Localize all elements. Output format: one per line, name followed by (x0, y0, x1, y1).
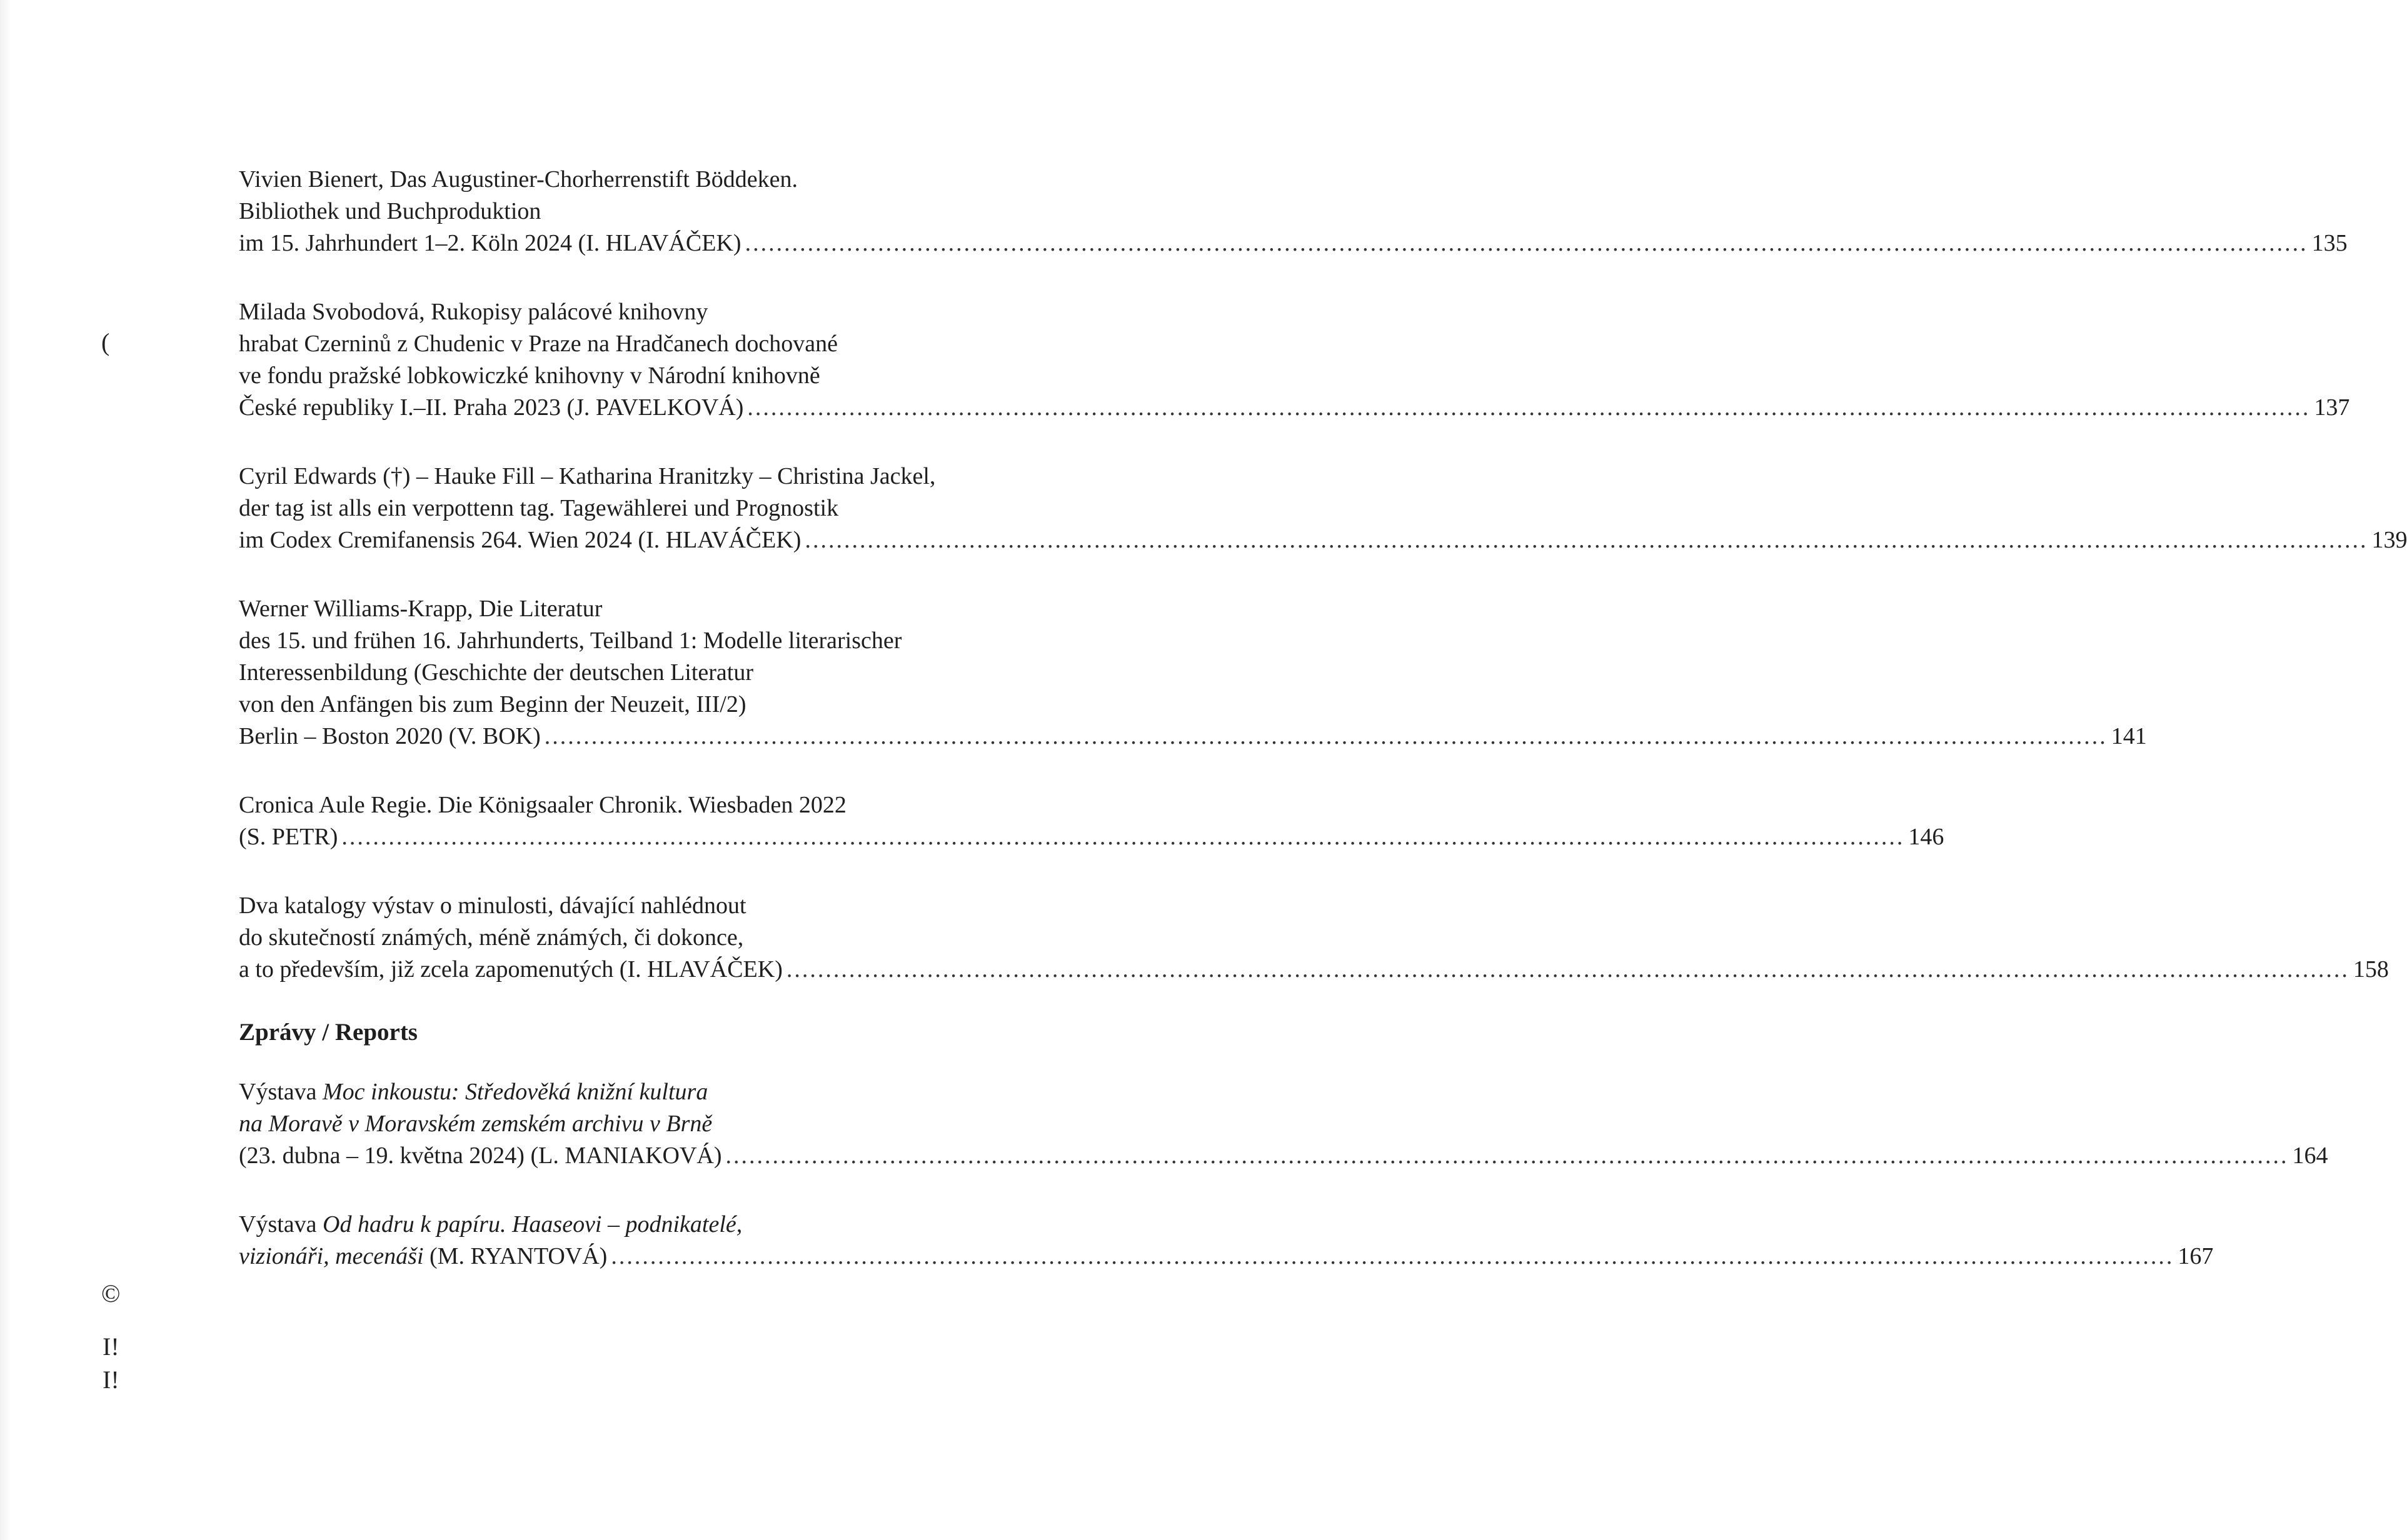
page-number: 135 (2311, 230, 2348, 256)
dot-leader: ........................................................................................................................................................................................................ (725, 1142, 2289, 1169)
entry-last-line: (M. RYANTOVÁ) (423, 1243, 608, 1269)
dot-leader: ........................................................................................................................................................................................................ (805, 527, 2368, 553)
margin-mark-isbn-2: I! (103, 1366, 119, 1394)
entry-last-line: Berlin – Boston 2020 (V. BOK) (239, 723, 541, 749)
report-entry (239, 1076, 2328, 1172)
report-entry (239, 1209, 2214, 1272)
margin-mark-copyright: © (101, 1279, 121, 1308)
page-number: 139 (2371, 527, 2407, 553)
entry-line: do skutečností známých, méně známých, či dokonce, (239, 924, 744, 951)
report-prefix: Výstava (239, 1211, 323, 1238)
entry-line: Dva katalogy výstav o minulosti, dávající nahlédnout (239, 892, 746, 919)
dot-leader: ........................................................................................................................................................................................................ (747, 394, 2311, 421)
entry-last-line: im Codex Cremifanensis 264. Wien 2024 (I. HLAVÁČEK) (239, 527, 801, 553)
page-number: 158 (2353, 956, 2389, 982)
toc-entry (239, 461, 2407, 556)
page-number: 164 (2292, 1142, 2328, 1169)
entry-last-line: (S. PETR) (239, 824, 338, 850)
section-heading: Zprávy / Reports (239, 1019, 418, 1046)
margin-mark-isbn-1: I! (103, 1332, 119, 1361)
report-prefix: Výstava (239, 1079, 323, 1105)
entry-last-line: im 15. Jahrhundert 1–2. Köln 2024 (I. HLAVÁČEK) (239, 230, 741, 256)
entry-line: Milada Svobodová, Rukopisy palácové knihovny (239, 299, 708, 325)
entry-line: hrabat Czerninů z Chudenic v Praze na Hradčanech dochované (239, 331, 838, 357)
toc-entry (239, 593, 2147, 752)
page-number: 137 (2314, 394, 2350, 421)
page-number: 141 (2111, 723, 2147, 749)
entry-line: Bibliothek und Buchproduktion (239, 198, 541, 224)
report-title: na Moravě v Moravském zemském archivu v Brně (239, 1111, 713, 1137)
dot-leader: ........................................................................................................................................................................................................ (544, 723, 2108, 749)
entry-line: ve fondu pražské lobkowiczké knihovny v Národní knihovně (239, 362, 820, 389)
entry-last-line: České republiky I.–II. Praha 2023 (J. PAVELKOVÁ) (239, 394, 744, 421)
entry-line: von den Anfängen bis zum Beginn der Neuzeit, III/2) (239, 691, 746, 718)
toc-entry (239, 789, 1944, 853)
toc-entry (239, 164, 2348, 259)
table-of-contents (239, 164, 2407, 1309)
margin-mark-paren: ( (101, 328, 110, 356)
entry-line: Interessenbildung (Geschichte der deutschen Literatur (239, 659, 754, 686)
entry-line: Cyril Edwards (†) – Hauke Fill – Katharina Hranitzky – Christina Jackel, (239, 463, 936, 489)
page-edge (0, 0, 11, 1540)
report-title: vizionáři, mecenáši (239, 1243, 424, 1269)
entry-last-line: (23. dubna – 19. května 2024) (L. MANIAKOVÁ) (239, 1142, 722, 1169)
page-number: 146 (1908, 824, 1944, 850)
entry-last-line: a to především, již zcela zapomenutých (I. HLAVÁČEK) (239, 956, 783, 982)
dot-leader: ........................................................................................................................................................................................................ (341, 824, 1905, 850)
entry-line: Werner Williams-Krapp, Die Literatur (239, 596, 603, 622)
entry-line: der tag ist alls ein verpottenn tag. Tagewählerei und Prognostik (239, 495, 839, 521)
toc-entry (239, 296, 2350, 424)
toc-entry (239, 890, 2389, 986)
dot-leader: ........................................................................................................................................................................................................ (745, 230, 2308, 256)
entry-line: des 15. und frühen 16. Jahrhunderts, Teilband 1: Modelle literarischer (239, 628, 902, 654)
report-title: Moc inkoustu: Středověká knižní kultura (323, 1079, 708, 1105)
dot-leader: ........................................................................................................................................................................................................ (786, 956, 2349, 982)
report-title: Od hadru k papíru. Haaseovi – podnikatelé, (323, 1211, 743, 1238)
dot-leader: ........................................................................................................................................................................................................ (611, 1243, 2174, 1269)
page-number: 167 (2178, 1243, 2214, 1269)
entry-line: Cronica Aule Regie. Die Königsaaler Chronik. Wiesbaden 2022 (239, 792, 847, 818)
entry-line: Vivien Bienert, Das Augustiner-Chorherrenstift Böddeken. (239, 166, 798, 192)
